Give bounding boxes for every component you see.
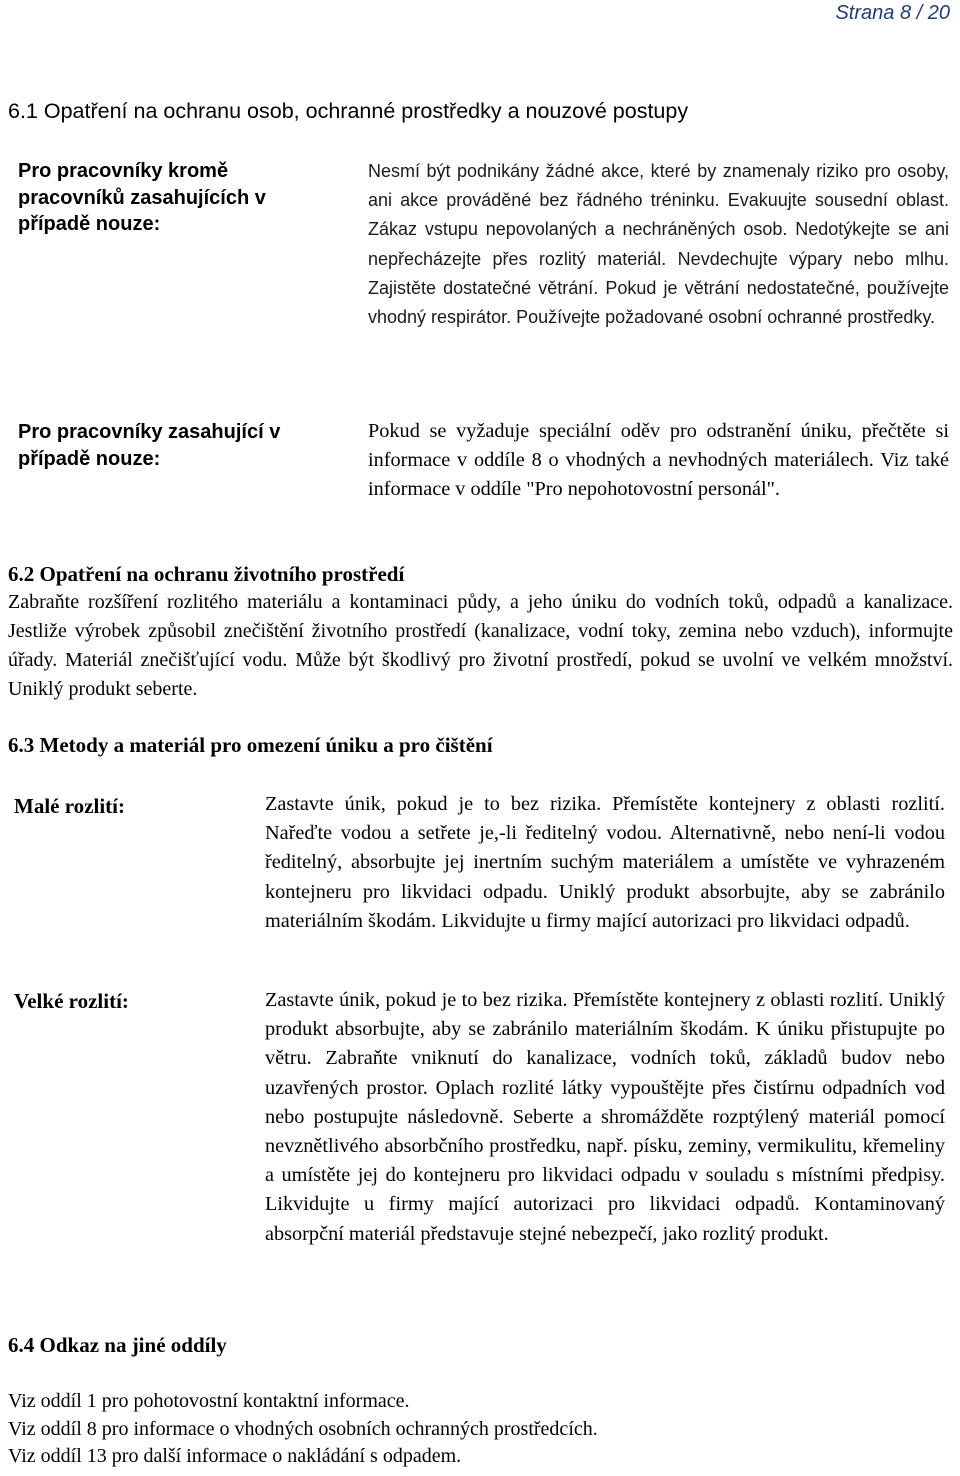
- reference-line: Viz oddíl 13 pro další informace o nakládání s odpadem.: [8, 1445, 462, 1467]
- emergency-text: Pokud se vyžaduje speciální oděv pro odstranění úniku, přečtěte si informace v oddíle 8 o vhodných a nevhodných materiálech. Viz také informace v oddíle "Pro nepohotovostní personál".: [368, 420, 949, 501]
- reference-line: Viz oddíl 1 pro pohotovostní kontaktní informace.: [8, 1390, 410, 1412]
- section-6-4-references: [8, 1388, 598, 1471]
- section-6-2-text: Zabraňte rozšíření rozlitého materiálu a kontaminaci půdy, a jeho úniku do vodních toků, odpadů a kanalizace. Jestliže výrobek způsobil znečištění životního prostředí (kanalizace, vodní toky, zemina nebo vzduch), informujte úřady. Materiál znečišťující vodu. Může být škodlivý pro životní prostředí, pokud se uvolní ve velkém množství. Uniklý produkt seberte.: [8, 591, 953, 700]
- small-spill-text: Zastavte únik, pokud je to bez rizika. Přemístěte kontejnery z oblasti rozlití. Nařeďte vodou a setřete je,-li ředitelný vodou. Alternativně, nebo není-li vodou ředitelný, absorbujte jej inertním suchým materiálem a umístěte ve vyhrazeném kontejneru pro likvidaci odpadu. Uniklý produkt absorbujte, aby se zabránilo materiálním škodám. Likvidujte u firmy mající autorizaci pro likvidaci odpadů.: [265, 793, 945, 932]
- reference-line: Viz oddíl 8 pro informace o vhodných osobních ochranných prostředcích.: [8, 1417, 598, 1440]
- section-6-1-title: 6.1 Opatření na ochranu osob, ochranné prostředky a nouzové postupy: [8, 99, 689, 123]
- emergency-label: Pro pracovníky zasahující v případě nouze:: [18, 421, 281, 470]
- non-emergency-label: Pro pracovníky kromě pracovníků zasahujících v případě nouze:: [18, 160, 266, 235]
- section-6-3-title: 6.3 Metody a materiál pro omezení úniku a pro čištění: [8, 733, 493, 757]
- small-spill-label: Malé rozlití:: [14, 794, 125, 818]
- large-spill-label: Velké rozlití:: [14, 989, 129, 1013]
- section-6-2-title: 6.2 Opatření na ochranu životního prostředí: [8, 562, 405, 586]
- non-emergency-text: Nesmí být podnikány žádné akce, které by znamenaly riziko pro osoby, ani akce prováděné bez řádného tréninku. Evakuujte sousední oblast. Zákaz vstupu nepovolaných a nechráněných osob. Nedotýkejte se ani nepřecházejte přes rozlitý materiál. Nevdechujte výpary nebo mlhu. Zajistěte dostatečné větrání. Pokud je větrání nedostatečné, používejte vhodný respirátor. Používejte požadované osobní ochranné prostředky.: [368, 161, 949, 328]
- page-number: Strana 8 / 20: [835, 2, 950, 24]
- large-spill-text: Zastavte únik, pokud je to bez rizika. Přemístěte kontejnery z oblasti rozlití. Uniklý produkt absorbujte, aby se zabránilo materiálním škodám. K úniku přistupujte po větru. Zabraňte vniknutí do kanalizace, vodních toků, základů budov nebo uzavřených prostor. Oplach rozlité látky vypouštějte přes čistírnu odpadních vod nebo postupujte následovně. Seberte a shromážděte rozptýlený materiál pomocí nevznětlivého absorbčního prostředku, např. písku, zeminy, vermikulitu, křemeliny a umístěte jej do kontejneru pro likvidaci odpadu v souladu s místními předpisy. Likvidujte u firmy mající autorizaci pro likvidaci odpadů. Kontaminovaný absorpční materiál představuje stejné nebezpečí, jako rozlitý produkt.: [265, 989, 945, 1245]
- section-6-4-title: 6.4 Odkaz na jiné oddíly: [8, 1333, 227, 1357]
